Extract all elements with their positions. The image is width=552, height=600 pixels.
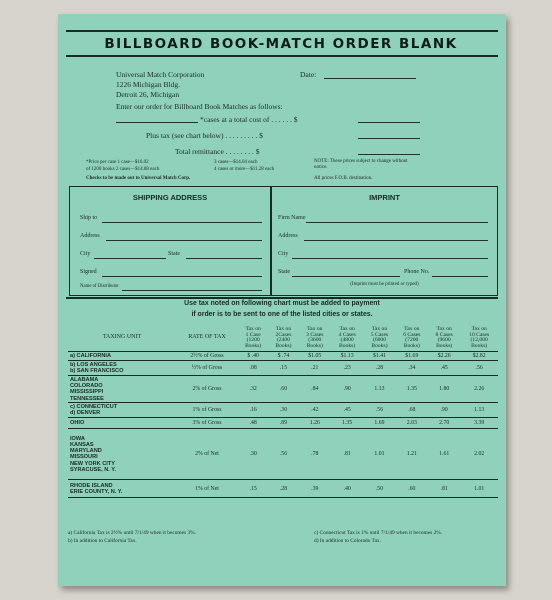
tax-column-header-line: Tax on — [307, 326, 323, 332]
tax-amount-cell: .50 — [363, 480, 395, 498]
ship-address-label: Address — [80, 233, 100, 239]
tax-amount-cell: .84 — [299, 376, 331, 403]
taxing-unit-name: a) CALIFORNIA — [70, 353, 112, 360]
taxing-unit-name: b) LOS ANGELES — [70, 362, 117, 369]
order-form-sheet — [58, 14, 506, 586]
tax-column-header-line: Tax on — [339, 326, 355, 332]
tax-amount-cell: .78 — [299, 429, 331, 480]
total-remittance-label: Total remittance . . . . . . . . $ — [175, 147, 260, 156]
tax-amount-cell: 2.26 — [460, 376, 498, 403]
tax-row — [68, 361, 498, 376]
use-tax-note-2: if order is to be sent to one of the listed cities or states. — [191, 311, 373, 318]
tax-column-header-line: Tax on — [371, 326, 388, 332]
plus-tax-label: Plus tax (see chart below) . . . . . . . . . $ — [146, 131, 263, 140]
tax-amount-cell: 1.35 — [396, 376, 428, 403]
tax-amount-cell: 1.69 — [363, 418, 395, 429]
price-note-line1b: 3 cases—$14.04 each — [214, 160, 258, 165]
tax-amount-cell: .40 — [331, 480, 363, 498]
tax-column-header-line: 5 Cases — [370, 331, 389, 338]
tax-column-header-line: 1 Case — [245, 331, 261, 338]
tax-column-header-line: Tax on — [275, 326, 292, 332]
order-intro: Enter our order for Billboard Book Matches as follows: — [116, 102, 283, 111]
imprint-city-label: City — [278, 251, 289, 257]
tax-amount-cell: $2.82 — [460, 352, 498, 361]
tax-column-header-7 — [428, 327, 460, 352]
taxing-unit-name: c) CONNECTICUT — [70, 404, 118, 411]
cases-cost-label: *cases at a total cost of . . . . . . $ — [200, 115, 298, 124]
tax-amount-cell: 2.03 — [396, 418, 428, 429]
distributor-field[interactable] — [122, 290, 262, 291]
tax-column-header-line: 3 Cases — [306, 331, 324, 338]
tax-row — [68, 352, 498, 361]
tax-amount-cell: .28 — [268, 480, 298, 498]
taxing-unit-cell — [68, 403, 176, 418]
tax-column-header-line: (7200 — [405, 337, 419, 344]
tax-column-header-2 — [268, 327, 298, 352]
tax-row — [68, 403, 498, 418]
tax-amount-cell: .89 — [268, 418, 298, 429]
tax-column-header-line: 4 Cases — [338, 331, 356, 338]
tax-column-header-6 — [396, 327, 428, 352]
tax-amount-cell: .32 — [238, 376, 268, 403]
imprint-note: (Imprint must be printed or typed) — [350, 282, 419, 287]
rate-of-tax-cell: 1% of Gross — [176, 403, 238, 418]
taxing-unit-name: RHODE ISLAND — [70, 482, 113, 489]
tax-column-header-4 — [331, 327, 363, 352]
taxing-unit-name: ALABAMA — [70, 376, 99, 383]
company-street: 1226 Michigan Bldg. — [116, 80, 180, 89]
firm-name-label: Firm Name — [278, 215, 306, 221]
section-rule — [66, 297, 498, 299]
taxing-unit-name: IOWA — [70, 435, 85, 442]
tax-amount-cell: 3.39 — [460, 418, 498, 429]
tax-amount-cell: .45 — [428, 361, 460, 376]
taxing-unit-name: KANSAS — [70, 441, 94, 448]
price-note-line2b: 4 cases or more—$11.28 each — [214, 167, 275, 172]
ship-state-field[interactable] — [186, 258, 262, 259]
taxing-unit-name: NEW YORK CITY — [70, 460, 115, 467]
tax-amount-cell: .23 — [331, 361, 363, 376]
phone-label: Phone No. — [404, 269, 430, 275]
cases-quantity-field[interactable] — [116, 122, 198, 123]
tax-column-header-3 — [299, 327, 331, 352]
tax-column-header-line: (9600 — [437, 337, 451, 344]
signed-field[interactable] — [102, 276, 262, 277]
tax-column-header-line: 8 Cases — [435, 331, 453, 338]
tax-chart-header-row — [68, 327, 498, 352]
tax-column-header-line: (3600 — [308, 337, 322, 344]
tax-column-header-line: (12,000 — [470, 337, 488, 344]
tax-amount-cell: .90 — [428, 403, 460, 418]
form-title: BILLBOARD BOOK-MATCH ORDER BLANK — [104, 36, 458, 52]
tax-amount-cell: .30 — [238, 429, 268, 480]
tax-column-header-line: 6 Cases — [403, 331, 421, 338]
cases-cost-field[interactable] — [358, 122, 420, 123]
tax-amount-cell: $1.41 — [363, 352, 395, 361]
tax-column-header-line: Books) — [436, 342, 453, 349]
rate-of-tax-cell: 1% of Net — [176, 480, 238, 498]
tax-amount-cell: .15 — [238, 480, 268, 498]
title-bottom-rule — [66, 55, 498, 57]
ship-city-label: City — [80, 251, 91, 257]
taxing-unit-header: TAXING UNIT — [68, 327, 176, 352]
tax-column-header-line: Books) — [471, 342, 488, 349]
firm-name-field[interactable] — [306, 222, 488, 223]
tax-column-header-line: 10 Cases — [469, 331, 490, 338]
taxing-unit-name: SYRACUSE, N. Y. — [70, 466, 116, 473]
taxing-unit-name: d) DENVER — [70, 410, 101, 417]
tax-amount-cell: 1.13 — [363, 376, 395, 403]
checks-note: Checks to be made out to Universal Match Corp. — [86, 176, 191, 181]
use-tax-note-1: Use tax noted on following chart must be added to payment — [184, 300, 380, 307]
ship-address-field[interactable] — [106, 240, 262, 241]
tax-amount-cell: 1.01 — [363, 429, 395, 480]
tax-amount-cell: 1.61 — [428, 429, 460, 480]
tax-amount-cell: .81 — [428, 480, 460, 498]
rate-of-tax-header: RATE OF TAX — [176, 327, 238, 352]
fob-note: All prices F.O.B. destination. — [314, 176, 373, 181]
tax-column-header-line: Tax on — [245, 326, 261, 332]
tax-column-header-line: Books) — [403, 342, 420, 349]
footnote-d: d) In addition to Colorado Tax. — [314, 538, 381, 544]
tax-column-header-line: Tax on — [471, 326, 487, 332]
imprint-state-label: State — [278, 269, 290, 275]
imprint-box — [271, 186, 498, 296]
tax-amount-cell: $2.26 — [428, 352, 460, 361]
distributor-label: Name of Distributor — [80, 284, 119, 289]
shipping-header: SHIPPING ADDRESS — [132, 193, 208, 202]
tax-amount-cell: .42 — [299, 403, 331, 418]
imprint-state-field[interactable] — [292, 276, 400, 277]
ship-to-field[interactable] — [102, 222, 262, 223]
price-note-line2a: of 1200 books 2 cases—$14.88 each — [86, 167, 160, 172]
taxing-unit-name: OHIO — [70, 420, 85, 427]
tax-amount-cell: .08 — [238, 361, 268, 376]
tax-amount-cell: 1.21 — [396, 429, 428, 480]
price-change-note-2: notice. — [314, 165, 328, 170]
tax-column-header-line: (2400 — [276, 337, 290, 344]
taxing-unit-name: MISSOURI — [70, 454, 98, 461]
tax-amount-cell: .60 — [396, 480, 428, 498]
tax-column-header-line: Tax on — [436, 326, 452, 332]
taxing-unit-name: COLORADO — [70, 383, 103, 390]
rate-of-tax-cell: 2½% of Gross — [176, 352, 238, 361]
rate-of-tax-cell: ½% of Gross — [176, 361, 238, 376]
tax-amount-cell: .56 — [460, 361, 498, 376]
tax-amount-cell: .28 — [363, 361, 395, 376]
tax-amount-cell: $ .40 — [238, 352, 268, 361]
imprint-city-field[interactable] — [292, 258, 488, 259]
tax-column-header-line: (1200 — [246, 337, 260, 344]
tax-row — [68, 418, 498, 429]
tax-column-header-8 — [460, 327, 498, 352]
tax-amount-cell: 1.01 — [460, 480, 498, 498]
tax-amount-cell: .21 — [299, 361, 331, 376]
tax-amount-cell: $ .74 — [268, 352, 298, 361]
phone-field[interactable] — [432, 276, 488, 277]
tax-row — [68, 376, 498, 403]
date-field[interactable] — [324, 78, 416, 79]
tax-column-header-line: Books) — [339, 342, 356, 349]
tax-amount-cell: .15 — [268, 361, 298, 376]
tax-column-header-line: Books) — [306, 342, 323, 349]
taxing-unit-cell — [68, 376, 176, 403]
tax-amount-cell: .68 — [396, 403, 428, 418]
tax-amount-cell: .16 — [238, 403, 268, 418]
company-name: Universal Match Corporation — [116, 70, 205, 79]
tax-column-header-line: Books) — [371, 342, 388, 349]
tax-amount-cell: .39 — [299, 480, 331, 498]
tax-amount-field[interactable] — [358, 138, 420, 139]
tax-amount-cell: .90 — [331, 376, 363, 403]
tax-column-header-line: Books) — [245, 342, 262, 349]
rate-of-tax-cell: 2% of Gross — [176, 376, 238, 403]
ship-to-label: Ship to — [80, 215, 98, 221]
tax-amount-cell: .60 — [268, 376, 298, 403]
tax-column-header-1 — [238, 327, 268, 352]
rate-of-tax-cell: 3% of Gross — [176, 418, 238, 429]
imprint-address-field[interactable] — [304, 240, 488, 241]
tax-amount-cell: .56 — [363, 403, 395, 418]
taxing-unit-name: b) SAN FRANCISCO — [70, 368, 124, 375]
footnote-c: c) Connecticut Tax is 1% until 7/1/49 when it becomes 2%. — [314, 530, 443, 536]
taxing-unit-name: TENNESSEE — [70, 395, 104, 402]
price-change-note: NOTE: These prices subject to change without — [314, 159, 408, 164]
ship-city-field[interactable] — [94, 258, 166, 259]
taxing-unit-name: ERIE COUNTY, N. Y. — [70, 488, 123, 495]
total-remittance-field[interactable] — [358, 154, 420, 155]
shipping-address-box — [69, 186, 271, 296]
tax-amount-cell: .81 — [331, 429, 363, 480]
footnote-b: b) In addition to California Tax. — [68, 538, 137, 544]
taxing-unit-cell — [68, 352, 176, 361]
tax-amount-cell: 1.80 — [428, 376, 460, 403]
tax-amount-cell: $1.69 — [396, 352, 428, 361]
title-top-rule — [66, 30, 498, 32]
tax-amount-cell: 1.35 — [331, 418, 363, 429]
imprint-address-label: Address — [278, 233, 298, 239]
date-label: Date: — [300, 70, 317, 79]
tax-amount-cell: .34 — [396, 361, 428, 376]
tax-amount-cell: .30 — [268, 403, 298, 418]
taxing-unit-cell — [68, 480, 176, 498]
tax-column-header-line: Books) — [275, 342, 292, 349]
tax-column-header-line: (4800 — [340, 337, 354, 344]
ship-state-label: State — [168, 251, 180, 257]
tax-amount-cell: 2.02 — [460, 429, 498, 480]
rate-of-tax-cell: 2% of Net — [176, 429, 238, 480]
tax-amount-cell: .48 — [238, 418, 268, 429]
tax-amount-cell: 1.26 — [299, 418, 331, 429]
signed-label: Signed — [80, 269, 97, 275]
tax-amount-cell: 1.13 — [460, 403, 498, 418]
tax-column-header-line: Tax on — [404, 326, 420, 332]
taxing-unit-name: MARYLAND — [70, 448, 102, 455]
tax-chart-table — [68, 327, 498, 498]
company-city: Detroit 26, Michigan — [116, 90, 180, 99]
tax-amount-cell: 2.70 — [428, 418, 460, 429]
imprint-header: IMPRINT — [369, 193, 400, 202]
tax-amount-cell: $1.05 — [299, 352, 331, 361]
taxing-unit-cell — [68, 418, 176, 429]
tax-amount-cell: .56 — [268, 429, 298, 480]
taxing-unit-name: MISSISSIPPI — [70, 389, 104, 396]
taxing-unit-cell — [68, 361, 176, 376]
tax-amount-cell: $1.13 — [331, 352, 363, 361]
footnote-a: a) California Tax is 2½% until 7/1/49 when it becomes 3%. — [68, 530, 196, 536]
tax-column-header-line: (6000 — [372, 337, 387, 344]
tax-row — [68, 480, 498, 498]
tax-amount-cell: .45 — [331, 403, 363, 418]
taxing-unit-cell — [68, 429, 176, 480]
tax-column-header-5 — [363, 327, 395, 352]
tax-row — [68, 429, 498, 480]
tax-column-header-line: 2Cases — [275, 331, 292, 338]
price-note-line1a: *Price per case 1 case—$16.02 — [86, 160, 149, 165]
